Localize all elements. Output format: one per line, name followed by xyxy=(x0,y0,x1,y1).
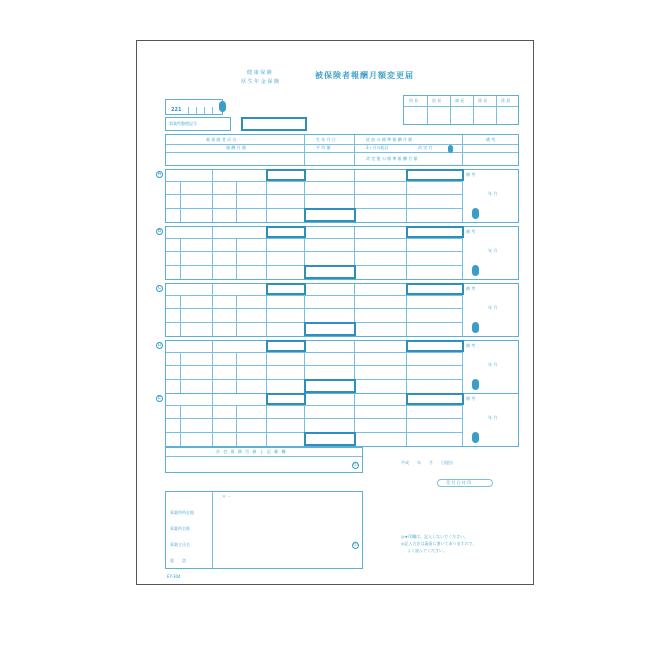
employee-row[interactable] xyxy=(157,169,519,223)
row-marker-icon xyxy=(472,322,479,333)
three-month-label: 3ヶ月の総計 xyxy=(366,145,389,150)
birth-label: 生 年 月 日 xyxy=(316,137,336,142)
form-code: EY-304 xyxy=(167,574,181,579)
avg-input[interactable] xyxy=(304,208,356,222)
row-month-label: 年 月 xyxy=(488,191,498,196)
owner-label: 事業主氏名 xyxy=(170,542,190,547)
row-remarks-label: 備 考 xyxy=(466,286,476,291)
row-index-mark: C xyxy=(157,285,162,291)
change-month-label: 改 定 月 xyxy=(418,145,433,150)
avg-input[interactable] xyxy=(304,432,356,446)
note-line2: ◎記入方法は裏面に書いてありますので、 xyxy=(401,541,477,546)
form-sheet xyxy=(136,40,534,585)
row-marker-icon xyxy=(472,379,479,390)
stamp-label: 所 長 xyxy=(409,98,419,103)
row-remarks-label: 備 考 xyxy=(466,343,476,348)
employee-row[interactable] xyxy=(157,340,519,394)
avg-input[interactable] xyxy=(304,265,356,279)
row-marker-icon xyxy=(472,208,479,219)
name-input[interactable] xyxy=(266,169,306,181)
name-input[interactable] xyxy=(266,393,306,405)
standard-input[interactable] xyxy=(406,283,464,295)
standard-input[interactable] xyxy=(406,169,464,181)
name-label: 被 保 険 者 氏 名 xyxy=(206,137,237,142)
row-remarks-label: 備 考 xyxy=(466,172,476,177)
employer-seal-icon: 印 xyxy=(353,542,359,548)
postal-mark: 〒 － xyxy=(222,494,232,499)
office-number-box[interactable] xyxy=(165,117,231,131)
row-index-mark: A xyxy=(157,171,162,177)
row-month-label: 年 月 xyxy=(488,362,498,367)
pay-label: 報 酬 月 額 xyxy=(226,145,246,150)
avg-input[interactable] xyxy=(304,379,356,393)
avg-input[interactable] xyxy=(304,322,356,336)
note-line1: ◎★印欄は、記入しないでください。 xyxy=(401,534,469,539)
submission-date[interactable]: 平成 年 月 日提出 xyxy=(401,460,453,465)
standard-input[interactable] xyxy=(406,226,464,238)
employee-row[interactable] xyxy=(157,226,519,280)
name-input[interactable] xyxy=(266,226,306,238)
stamp-label: 係 員 xyxy=(501,98,511,103)
standard-input[interactable] xyxy=(406,393,464,405)
row-remarks-label: 備 考 xyxy=(466,396,476,401)
form-title: 被保険者報酬月額変更届 xyxy=(315,71,414,80)
row-index-mark: B xyxy=(157,228,162,234)
standard-label: 従 前 の 標 準 報 酬 月 額 xyxy=(366,137,413,142)
header-marker-icon xyxy=(448,145,453,153)
row-remarks-label: 備 考 xyxy=(466,229,476,234)
office-marker-icon xyxy=(219,101,226,112)
employer-input-area[interactable] xyxy=(213,507,361,567)
row-month-label: 年 月 xyxy=(488,248,498,253)
stamp-box-group xyxy=(403,95,519,125)
stamp-label: 係 長 xyxy=(478,98,488,103)
office-number-input[interactable] xyxy=(241,117,307,131)
note-line3: よく読んでください。 xyxy=(407,548,447,553)
receipt-label: 受 付 日 付 印 xyxy=(446,480,472,485)
employee-row[interactable] xyxy=(157,283,519,337)
row-index-mark: D xyxy=(157,342,162,348)
office-name-label: 事業所名称 xyxy=(170,526,190,531)
employee-row[interactable] xyxy=(157,393,519,447)
agent-title: 社 会 保 険 労 務 士 記 載 欄 xyxy=(216,449,287,454)
insurer-line1: 健 康 保 険 xyxy=(247,70,272,76)
agent-box[interactable] xyxy=(165,447,363,473)
row-marker-icon xyxy=(472,432,479,443)
stamp-label: 課 長 xyxy=(455,98,465,103)
office-number-label: 事業所整理記号 xyxy=(169,121,197,126)
remarks-header-label: 備 考 xyxy=(486,137,496,142)
address-label: 事業所所在地 xyxy=(170,510,194,515)
office-code-box[interactable] xyxy=(165,99,223,115)
standard-input[interactable] xyxy=(406,340,464,352)
name-input[interactable] xyxy=(266,340,306,352)
phone-label: 電 話 xyxy=(170,558,186,563)
avg-label: 平 均 額 xyxy=(316,145,331,150)
row-month-label: 年 月 xyxy=(488,415,498,420)
agent-seal-icon: 印 xyxy=(353,462,359,468)
insurer-line2: 厚 生 年 金 保 険 xyxy=(241,79,279,85)
row-index-mark: E xyxy=(157,395,162,401)
revised-label: 改 定 後 の 標 準 報 酬 月 額 xyxy=(366,156,418,161)
row-marker-icon xyxy=(472,265,479,276)
receipt-stamp-box xyxy=(437,479,493,487)
row-month-label: 年 月 xyxy=(488,305,498,310)
stamp-label: 次 長 xyxy=(432,98,442,103)
column-header xyxy=(165,134,519,166)
office-code: 221 xyxy=(171,107,182,113)
name-input[interactable] xyxy=(266,283,306,295)
